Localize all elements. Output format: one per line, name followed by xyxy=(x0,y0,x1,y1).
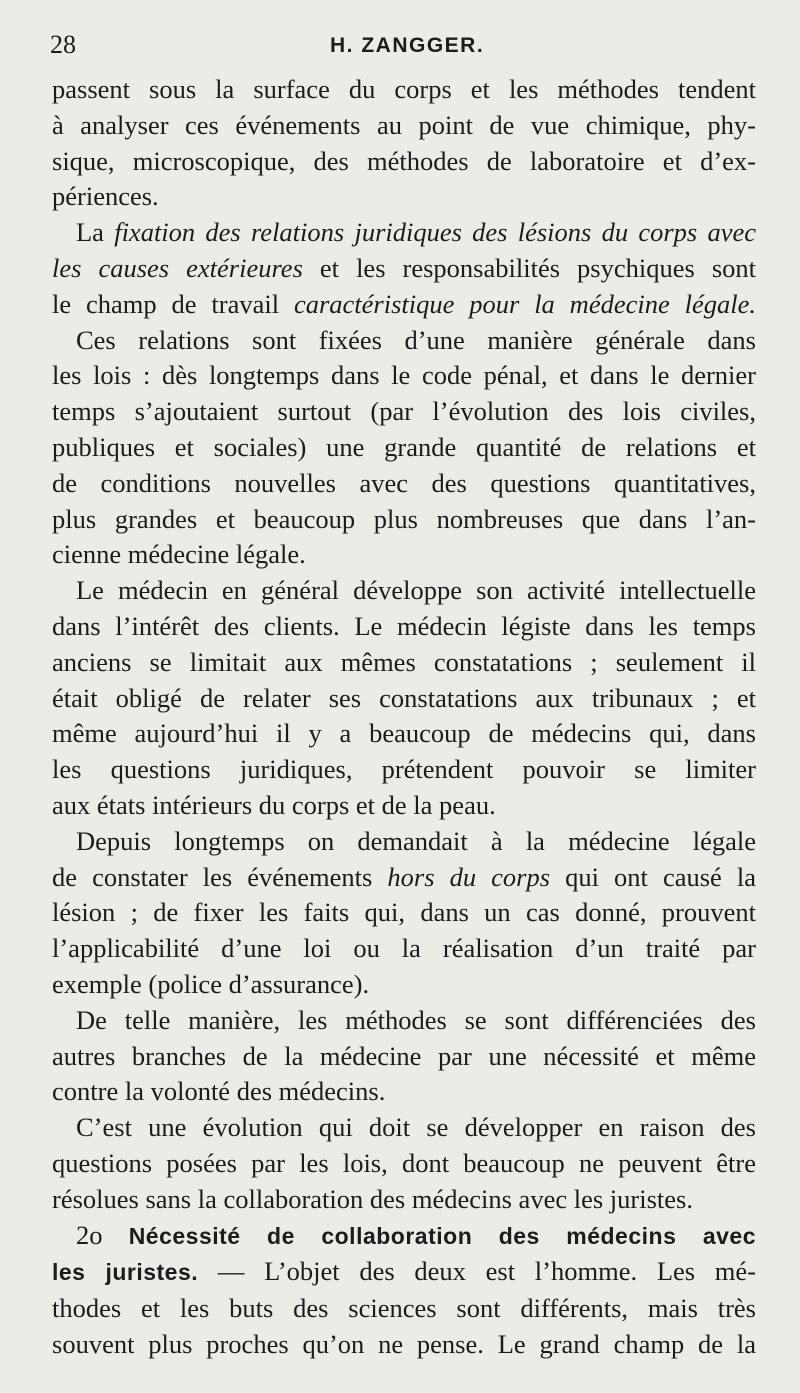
text-line: de conditions nouvelles avec des questions quantitatives, xyxy=(52,467,756,498)
text-line: lésion ; de fixer les faits qui, dans un cas donné, prouvent xyxy=(52,897,756,928)
text-line xyxy=(52,251,756,287)
text-line: Ces relations sont fixées d’une manière générale dans xyxy=(76,324,756,355)
text-line: à analyser ces événements au point de vue chimique, phy- xyxy=(52,109,756,140)
paragraph-4 xyxy=(52,573,756,824)
paragraph-1 xyxy=(52,72,756,215)
text-line: aux états intérieurs du corps et de la peau. xyxy=(52,789,496,820)
italic-text: les causes extérieures xyxy=(52,252,303,283)
text-line xyxy=(52,215,756,251)
text-line: sique, microscopique, des méthodes de laboratoire et d’ex- xyxy=(52,145,756,176)
text-line xyxy=(52,1254,756,1291)
paragraph-3 xyxy=(52,323,756,574)
paragraph-6 xyxy=(52,1003,756,1110)
text-line: passent sous la surface du corps et les méthodes tendent xyxy=(52,74,756,104)
text-line xyxy=(52,287,756,323)
text-line: les questions juridiques, prétendent pouvoir se limiter xyxy=(52,754,756,785)
italic-text: caractéristique pour la médecine légale. xyxy=(293,288,756,319)
section-title: Nécessité de collaboration des médecins avec xyxy=(128,1222,756,1249)
page-number: 28 xyxy=(50,30,76,59)
text-line: périences. xyxy=(52,181,159,212)
text-line: souvent plus proches qu’on ne pense. Le grand champ de la xyxy=(52,1328,756,1359)
paragraph-2 xyxy=(52,215,756,322)
paragraph-8 xyxy=(52,1218,756,1363)
text-run: La xyxy=(76,217,115,248)
section-number: 2o xyxy=(76,1219,129,1250)
section-heading-line xyxy=(52,1218,756,1255)
section-title: les juristes. xyxy=(52,1259,199,1286)
text-line: était obligé de relater ses constatations aux tribunaux ; et xyxy=(52,682,756,713)
text-line: De telle manière, les méthodes se sont différenciées des xyxy=(76,1004,756,1035)
text-line: questions posées par les lois, dont beaucoup ne peuvent être xyxy=(52,1147,756,1178)
text-line: anciens se limitait aux mêmes constatations ; seulement il xyxy=(52,646,756,677)
body-text xyxy=(52,72,756,1363)
text-line: cienne médecine légale. xyxy=(52,539,306,570)
italic-text: fixation des relations juridiques des lésions du corps avec xyxy=(114,217,756,248)
text-line: dans l’intérêt des clients. Le médecin légiste dans les temps xyxy=(52,610,756,641)
text-line: exemple (police d’assurance). xyxy=(52,968,370,999)
paragraph-5 xyxy=(52,824,756,1003)
text-line: thodes et les buts des sciences sont différents, mais très xyxy=(52,1293,756,1324)
text-line: C’est une évolution qui doit se développer en raison des xyxy=(76,1112,756,1143)
text-line: temps s’ajoutaient surtout (par l’évolution des lois civiles, xyxy=(52,396,756,427)
text-line: l’applicabilité d’une loi ou la réalisation d’un traité par xyxy=(52,933,756,964)
text-line: Le médecin en général développe son activité intellectuelle xyxy=(76,575,756,606)
text-line: même aujourd’hui il y a beaucoup de médecins qui, dans xyxy=(52,718,756,749)
text-line: publiques et sociales) une grande quantité de relations et xyxy=(52,431,756,462)
running-title: H. ZANGGER. xyxy=(330,34,485,57)
page-header xyxy=(50,30,755,66)
text-run: le champ de travail xyxy=(52,288,294,319)
text-line: résolues sans la collaboration des médecins avec les juristes. xyxy=(52,1183,693,1214)
text-run: qui ont causé la xyxy=(550,861,756,892)
text-run: et les responsabilités psychiques sont xyxy=(302,252,757,283)
text-run: — L’objet des deux est l’homme. Les mé- xyxy=(198,1256,756,1287)
text-run: de constater les événements xyxy=(52,861,388,892)
paragraph-7 xyxy=(52,1110,756,1217)
text-line xyxy=(52,860,756,896)
italic-text: hors du corps xyxy=(387,861,551,892)
text-line: les lois : dès longtemps dans le code pénal, et dans le dernier xyxy=(52,360,756,391)
text-line: autres branches de la médecine par une nécessité et même xyxy=(52,1040,756,1071)
text-line: plus grandes et beaucoup plus nombreuses que dans l’an- xyxy=(52,503,756,534)
text-line: Depuis longtemps on demandait à la médecine légale xyxy=(76,825,756,856)
text-line: contre la volonté des médecins. xyxy=(52,1076,386,1107)
